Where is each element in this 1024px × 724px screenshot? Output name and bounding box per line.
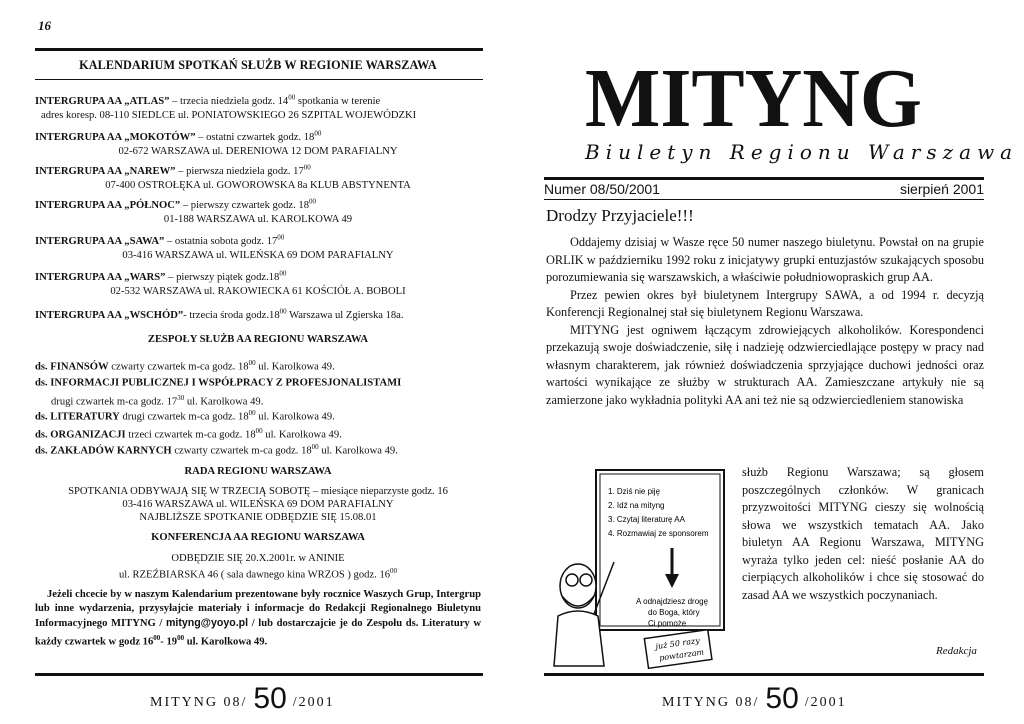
rada-line: 03-416 WARSZAWA ul. WILEŃSKA 69 DOM PARAFIALNY (122, 499, 394, 510)
service-entry: ds. LITERATURY drugi czwartek m-ca godz. $18^{00}$ ul. Karolkowa 49. (35, 409, 335, 423)
top-rule (35, 48, 483, 51)
masthead-rule (544, 177, 984, 180)
calendar-heading: KALENDARIUM SPOTKAŃ SŁUŻB W REGIONIE WARSZAWA (79, 58, 437, 72)
meeting-entry: INTERGRUPA AA „WARS” – pierwszy piątek $godz.18^{00}$ 02-532 WARSZAWA ul. RAKOWIECKA 61 KOŚCIÓŁ A. BOBOLI (35, 269, 406, 297)
signature: Redakcja (936, 645, 977, 657)
paragraph: Oddajemy dzisiaj w Wasze ręce 50 numer naszego biuletynu. Powstał on na grupie ORLIK w październiku 1992 roku z inicjatywy grupki entuzjastów szukających sposobu porozumiewania się warszawskich, a właściwie południowopraskich grup AA. (546, 235, 984, 284)
footer-right: MITYNG 08/ 50 /2001 (662, 682, 847, 715)
rada-heading: RADA REGIONU WARSZAWA (184, 466, 332, 477)
email-link[interactable]: mityng@yoyo.pl (165, 617, 249, 629)
bottom-rule-right (544, 673, 984, 676)
meeting-entry: INTERGRUPA AA „MOKOTÓW” – ostatni czwartek godz. $18^{00}$ 02-672 WARSZAWA ul. DERENIOWA 12 DOM PARAFIALNY (35, 129, 398, 157)
conference-heading: KONFERENCJA AA REGIONU WARSZAWA (151, 532, 365, 543)
character-body (554, 611, 604, 666)
editorial-text (546, 234, 984, 409)
newsletter-subtitle: Biuletyn Regionu Warszawa (585, 140, 1019, 164)
footer-left: MITYNG 08/ 50 /2001 (150, 682, 335, 715)
meeting-entry: INTERGRUPA AA „SAWA” – ostatnia sobota godz. $17^{00}$ 03-416 WARSZAWA ul. WILEŃSKA 69 DOM PARAFIALNY (35, 233, 394, 261)
issue-date: sierpień 2001 (899, 181, 984, 197)
service-entry: ds. ORGANIZACJI trzeci czwartek m-ca godz. $18^{00}$ ul. Karolkowa 49. (35, 427, 342, 441)
cartoon-caption: A odnajdziesz drogę (636, 597, 709, 606)
services-heading: ZESPOŁY SŁUŻB AA REGIONU WARSZAWA (147, 334, 369, 345)
sign-text: powtarzam (658, 647, 705, 663)
editorial-text-wrap: służb Regionu Warszawa; są głosem poszczególnych członków. W granicach przyzwoitości MITYNG cieszy się wolnością słowa we wszystkich tematach AA. Jako biuletyn AA Regionu Warszawa, MITYNG wyraża tylko jeden cel: nieść posłanie AA do cierpiących alkoholików i chce się stosować do zasad AA we wszystkich poczynaniach. (742, 465, 984, 602)
cartoon-list-item: 4. Rozmawiaj ze sponsorem (608, 529, 709, 538)
rada-line: NAJBLIŻSZE SPOTKANIE ODBĘDZIE SIĘ 15.08.01 (139, 512, 377, 523)
meeting-entry: INTERGRUPA AA „PÓŁNOC” – pierwszy czwartek godz. $18^{00}$ 01-188 WARSZAWA ul. KAROLKOWA 49 (35, 197, 353, 225)
meeting-entry: INTERGRUPA AA „NAREW” – pierwsza niedziela godz. $17^{00}$ 07-400 OSTROŁĘKA ul. GOWOROWSKA 8a KLUB ABSTYNENTA (35, 163, 411, 191)
conference-text (35, 552, 481, 582)
issue-bar (544, 181, 984, 197)
cartoon-caption: Ci pomoże (648, 619, 687, 628)
cartoon-list-item: 2. Idź na mityng (608, 501, 665, 510)
issue-number: Numer 08/50/2001 (544, 181, 660, 197)
glasses-icon (566, 574, 578, 586)
paragraph: Przez pewien okres był biuletynem Intergrupy SAWA, a od 1994 r. decyzją Konferencji Regionalnej stał się biuletynem Regionu Warszawa. (546, 287, 984, 319)
rada-text (35, 485, 481, 524)
newsletter-title: MITYNG (585, 52, 922, 145)
cartoon-list-item: 1. Dziś nie piję (608, 487, 661, 496)
meeting-entry: INTERGRUPA AA „WSCHÓD”- trzecia środa $godz.18^{00}$ Warszawa ul Zgierska 18a. (35, 307, 404, 321)
issue-rule (544, 199, 984, 200)
calendar-note: Jeżeli chcecie by w naszym Kalendarium prezentowane były rocznice Waszych Grup, Intergrup lub inne wydarzenia, przysyłajcie materiały i informacje do Redakcji Regionalnego Biuletynu Informacyjnego MITYNG / mityng@yoyo.pl / lub dostarczajcie je do Zespołu ds. Literatury w każdy czwartek w godz $16^{00}-$ $19^{00}$ ul. Karolkowa 49. (35, 589, 481, 648)
character-head (560, 564, 596, 608)
heading-rule (35, 79, 483, 80)
cartoon-illustration (548, 466, 738, 670)
rada-line: SPOTKANIA ODBYWAJĄ SIĘ W TRZECIĄ SOBOTĘ – miesiące nieparzyste godz. 16 (68, 486, 448, 497)
page-number: 16 (38, 18, 51, 33)
sign-text: już 50 razy (654, 635, 701, 652)
conference-line: ODBĘDZIE SIĘ 20.X.2001r. w ANINIE (171, 553, 345, 564)
paragraph: MITYNG jest ogniwem łączącym zdrowiejących alkoholików. Korespondenci przekazują swoje doświadczenie, siłę i nadzieję odzwierciedlające postępy w pracy nad własnym charakterem, jak również doświadczenia sprzyjające duchowi jedności oraz wartości wynikające ze służby w strukturach AA. Zamieszczane artykuły nie są zamierzone jako wykładnia polityki AA ani też nie są odzwierciedleniem stanowiska (546, 322, 984, 407)
meeting-entry: INTERGRUPA AA „ATLAS” – trzecia niedziela godz. $14^{00}$ spotkania w terenie adres koresp. 08-110 SIEDLCE ul. PONIATOWSKIEGO 26 SZPITAL WOJEWÓDZKI (35, 93, 417, 121)
bottom-rule-left (35, 673, 483, 676)
service-entry: ds. INFORMACJI PUBLICZNEJ I WSPÓŁPRACY Z PROFESJONALISTAMI drugi czwartek m-ca godz. $17^{30}$ ul. Karolkowa 49. (35, 377, 402, 408)
cartoon-caption: do Boga, który (648, 608, 700, 617)
service-entry: ds. FINANSÓW czwarty czwartek m-ca godz. $18^{00}$ ul. Karolkowa 49. (35, 359, 335, 373)
cartoon-list-item: 3. Czytaj literaturę AA (608, 515, 685, 524)
service-entry: ds. ZAKŁADÓW KARNYCH czwarty czwartek m-ca godz. $18^{00}$ ul. Karolkowa 49. (35, 443, 398, 457)
conference-line: ul. RZEŹBIARSKA 46 ( sala dawnego kina WRZOS ) godz. $16^{00}$ (118, 567, 398, 581)
greeting: Drodzy Przyjaciele!!! (546, 206, 694, 225)
